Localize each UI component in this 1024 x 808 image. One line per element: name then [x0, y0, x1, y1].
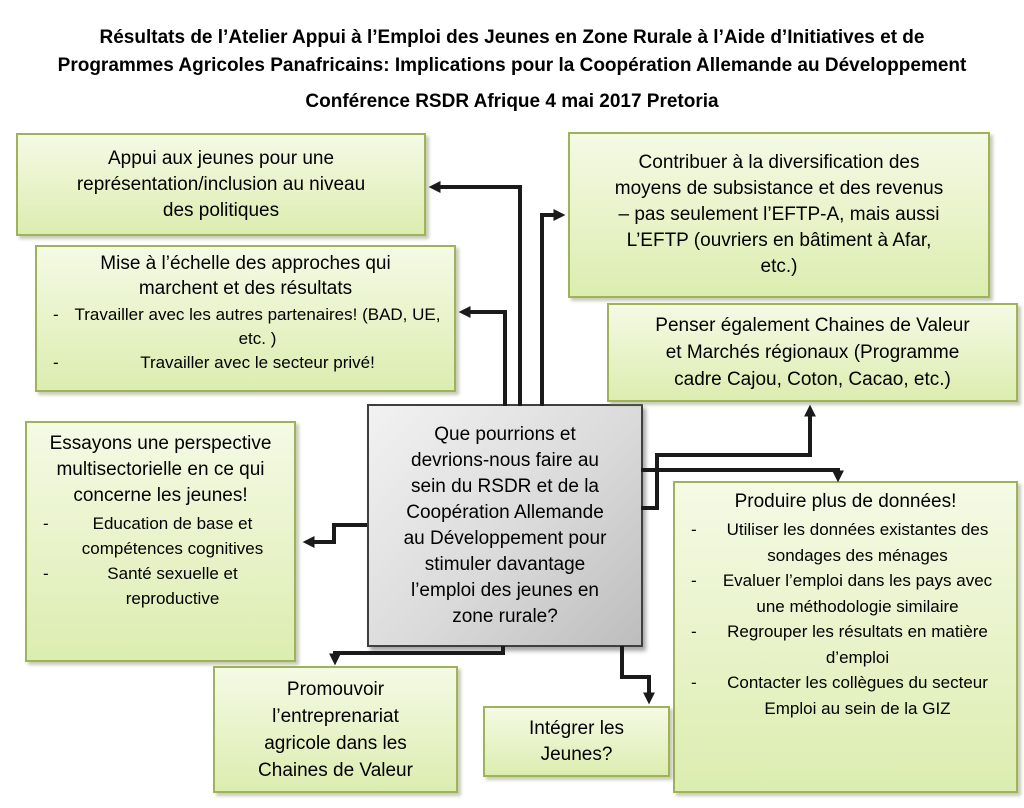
box-central-question [367, 404, 643, 647]
title-line-3: Conférence RSDR Afrique 4 mai 2017 Pretoria [305, 91, 719, 112]
title-line-2: Programmes Agricoles Panafricains: Implications pour la Coopération Allemande au Développement [57, 55, 967, 76]
bullet-item: - Evaluer l’emploi dans les pays avec une méthodologie similaire [675, 568, 1016, 619]
bullet-item: - Education de base et compétences cognitives [27, 511, 294, 561]
bullet-item: - Travailler avec les autres partenaires! (BAD, UE, etc. ) [37, 303, 454, 351]
box-mise-heading: Mise à l’échelle des approches qui marchent et des résultats [100, 253, 391, 299]
connector-center-to-promouvoir [335, 646, 503, 654]
box-integrer-jeunes [483, 706, 670, 777]
bullet-item: - Contacter les collègues du secteur Emploi au sein de la GIZ [675, 670, 1016, 721]
box-appui-jeunes [16, 133, 426, 236]
connector-center-to-mise [470, 312, 505, 406]
connector-center-to-essayons [314, 525, 367, 542]
box-mise-bullets [37, 303, 454, 375]
box-perspective-multisectorielle [25, 421, 296, 662]
box-contribuer-text: Contribuer à la diversification des moyens de subsistance et des revenus – pas seulement l’EFTP-A, mais aussi L’EFTP (ouvriers en bâtiment à Afar, etc.) [614, 152, 944, 277]
slide-title [0, 24, 1024, 116]
box-essayons-bullets [27, 511, 294, 611]
box-diversification-revenus [568, 132, 990, 298]
bullet-item: - Travailler avec le secteur privé! [37, 351, 454, 375]
bullet-item: - Regrouper les résultats en matière d’emploi [675, 619, 1016, 670]
bullet-item: - Santé sexuelle et reproductive [27, 561, 294, 611]
box-produire-bullets [675, 517, 1016, 721]
box-promouvoir-text: Promouvoir l’entreprenariat agricole dans les Chaines de Valeur [258, 678, 413, 781]
connector-center-to-integrer [622, 646, 649, 693]
box-entreprenariat-agricole [213, 666, 458, 793]
box-penser-text: Penser également Chaines de Valeur et Marchés régionaux (Programme cadre Cajou, Coton, Cacao, etc.) [655, 315, 970, 390]
box-integrer-text: Intégrer les Jeunes? [528, 717, 625, 765]
box-chaines-de-valeur [607, 303, 1018, 402]
box-produire-donnees [673, 481, 1018, 793]
box-produire-heading: Produire plus de données! [734, 491, 957, 512]
connector-center-to-produire [641, 470, 838, 471]
box-mise-a-l-echelle [35, 245, 456, 392]
title-line-1: Résultats de l’Atelier Appui à l’Emploi des Jeunes en Zone Rurale à l’Aide d’Initiatives et de [99, 27, 925, 48]
box-central-text: Que pourrions et devrions-nous faire au sein du RSDR et de la Coopération Allemande au Développement pour stimuler davantage l’emploi des jeunes en zone rurale? [403, 423, 607, 627]
bullet-item: - Utiliser les données existantes des sondages des ménages [675, 517, 1016, 568]
box-appui-jeunes-text: Appui aux jeunes pour une représentation/inclusion au niveau des politiques [76, 147, 366, 221]
connector-center-to-contribuer [542, 215, 554, 406]
box-essayons-heading: Essayons une perspective multisectorielle en ce qui concerne les jeunes! [49, 433, 272, 506]
